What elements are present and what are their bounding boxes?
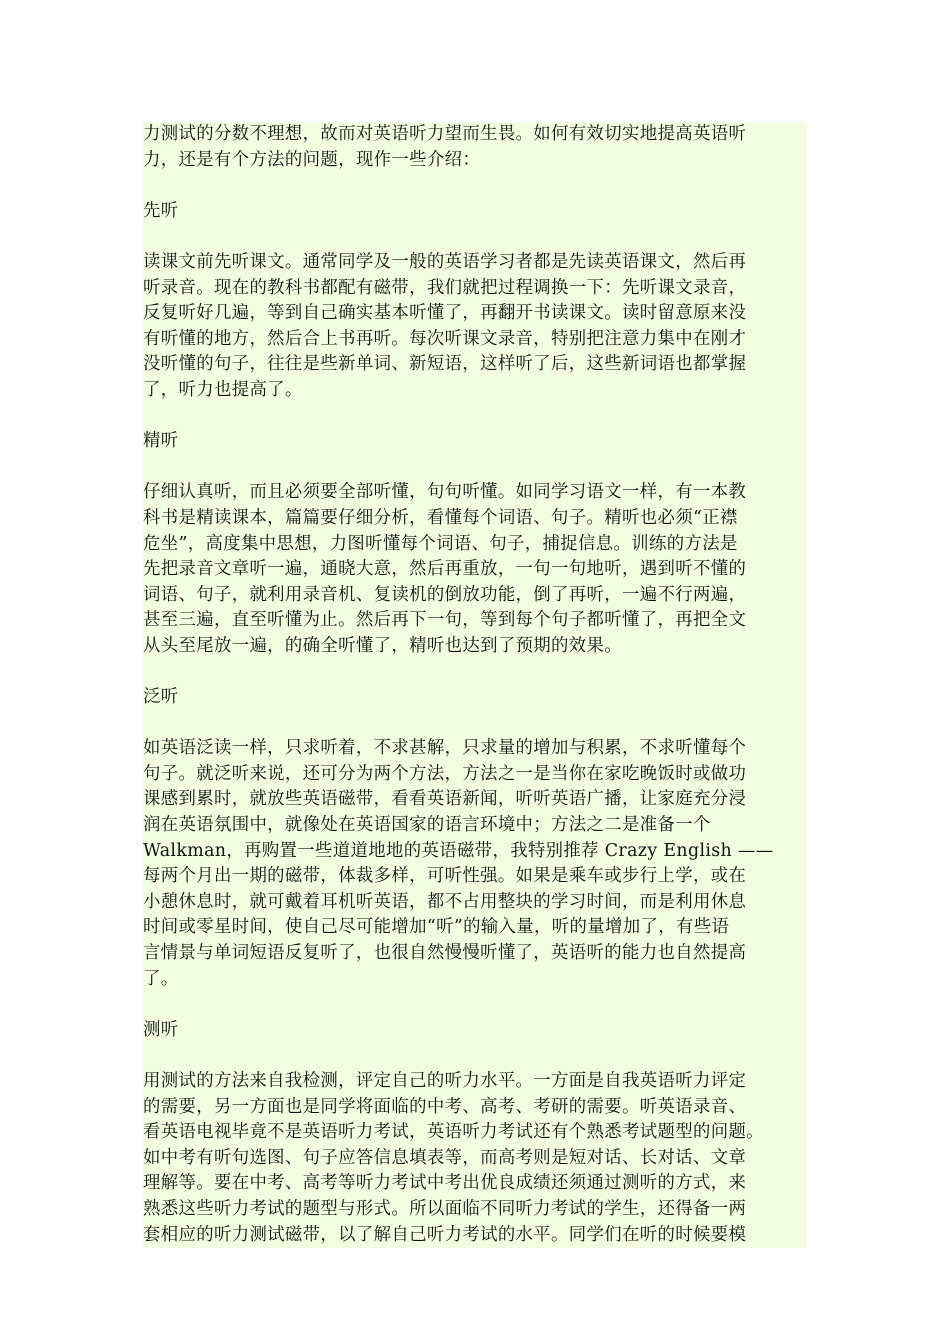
section-body-fanting: 如英语泛读一样，只求听着，不求甚解，只求量的增加与积累，不求听懂每个 句子。就泛听来说，还可分为两个方法，方法之一是当你在家吃晚饭时或做功 课感到累时，就放些英语磁带，看看英语新闻，听听英语广播，让家庭充分浸 润在英语氛围中，就像处在英语国家的语言环境中；方法之二是准备一个 Walkman，再购置一些道道地地的英语磁带，我特别推荐 Crazy English —— 每两个月出一期的磁带，体裁多样，可听性强。如果是乘车或步行上学，或在 小憩休息时，就可戴着耳机听英语，都不占用整块的学习时间，而是利用休息 时间或零星时间，使自己尽可能增加“听”的输入量，听的量增加了，有些语 言情景与单词短语反复听了，也很自然慢慢听懂了，英语听的能力也自然提高 了。 (143, 738, 774, 989)
paragraph-gap (143, 711, 807, 737)
paragraph-gap (143, 173, 807, 199)
intro-paragraph: 力测试的分数不理想，故而对英语听力望而生畏。如何有效切实地提高英语听 力，还是有个方法的问题，现作一些介绍： (143, 124, 747, 170)
paragraph-gap (143, 1043, 807, 1069)
section-body-xianting: 读课文前先听课文。通常同学及一般的英语学习者都是先读英语课文，然后再 听录音。现在的教科书都配有磁带，我们就把过程调换一下：先听课文录音， 反复听好几遍，等到自己确实基本听懂了，再翻开书读课文。读时留意原来没 有听懂的地方，然后合上书再听。每次听课文录音，特别把注意力集中在刚才 没听懂的句子，往往是些新单词、新短语，这样听了后，这些新词语也都掌握 了，听力也提高了。 (143, 251, 747, 400)
section-heading-ceting: 测听 (143, 1019, 179, 1040)
section-heading-fanting: 泛听 (143, 687, 179, 708)
paragraph-gap (143, 659, 807, 685)
paragraph-gap (143, 224, 807, 250)
section-heading-xianting: 先听 (143, 200, 179, 221)
paragraph-gap (143, 404, 807, 430)
paragraph-gap (143, 992, 807, 1018)
section-body-ceting: 用测试的方法来自我检测，评定自己的听力水平。一方面是自我英语听力评定 的需要，另一方面也是同学将面临的中考、高考、考研的需要。听英语录音、 看英语电视毕竟不是英语听力考试，英语听力考试还有个熟悉考试题型的问题。 如中考有听句选图、句子应答信息填表等，而高考则是短对话、长对话、文章 理解等。要在中考、高考等听力考试中考出优良成绩还须通过测听的方式，来 熟悉这些听力考试的题型与形式。所以面临不同听力考试的学生，还得备一两 套相应的听力测试磁带，以了解自己听力考试的水平。同学们在听的时候要模 (143, 1070, 764, 1245)
section-heading-jingting: 精听 (143, 431, 179, 452)
highlighted-text-block (143, 122, 807, 1248)
paragraph-gap (143, 455, 807, 481)
section-body-jingting: 仔细认真听，而且必须要全部听懂，句句听懂。如同学习语文一样，有一本教 科书是精读课本，篇篇要仔细分析，看懂每个词语、句子。精听也必须“正襟 危坐”，高度集中思想，力图听懂每个词语、句子，捕捉信息。训练的方法是 先把录音文章听一遍，通晓大意，然后再重放，一句一句地听，遇到听不懂的 词语、句子，就利用录音机、复读机的倒放功能，倒了再听，一遍不行两遍， 甚至三遍，直至听懂为止。然后再下一句，等到每个句子都听懂了，再把全文 从头至尾放一遍，的确全听懂了，精听也达到了预期的效果。 (143, 482, 747, 656)
